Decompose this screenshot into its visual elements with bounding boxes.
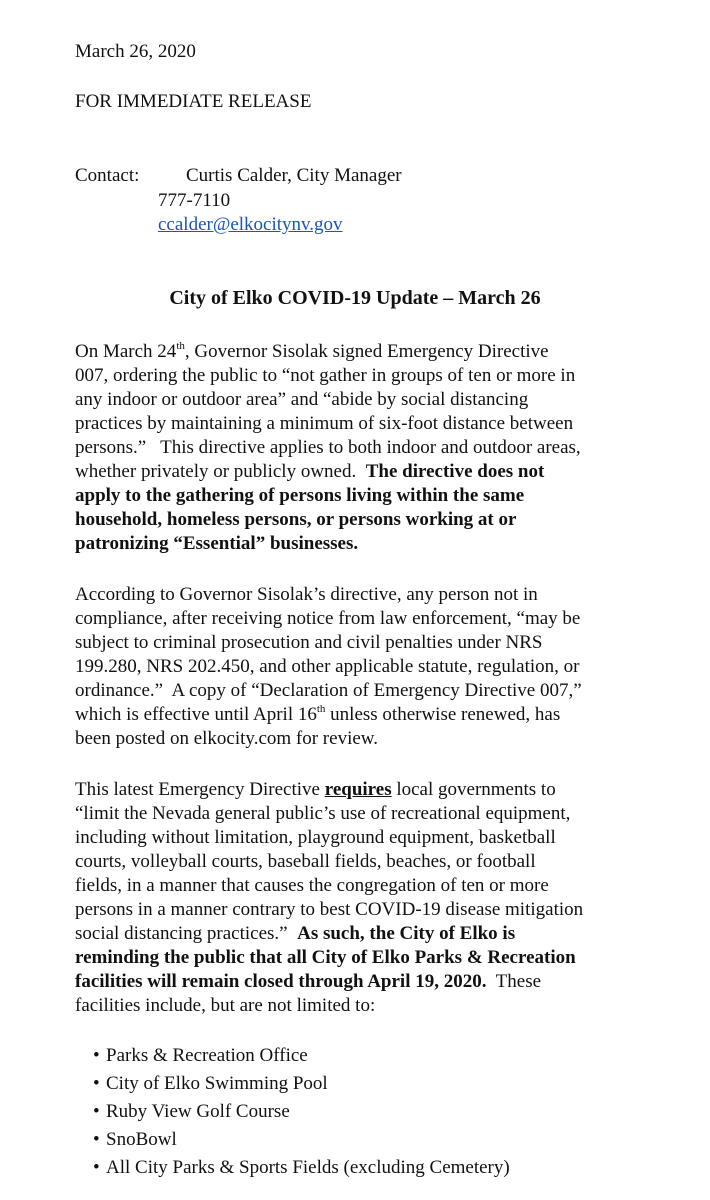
paragraph-facilities: This latest Emergency Directive requires local governments to “limit the Nevada general public’s use of recreational equipment, including without limitation, playground equipment, basketball courts, volleyball courts, baseball fields, beaches, or football fields, in a manner that causes the congregation of ten or more persons in a manner contrary to best COVID-19 disease mitigation social distancing practices.” As such, the City of Elko is reminding the public that all City of Elko Parks & Recreation facilities will remain closed through April 19, 2020. These facilities include, but are not limited to:	[75, 779, 584, 1016]
contact-email-link[interactable]: ccalder@elkocitynv.gov	[158, 214, 343, 235]
contact-label: Contact:	[75, 165, 140, 186]
bullet-icon: •	[93, 1073, 100, 1094]
paragraph-directive: On March 24th, Governor Sisolak signed Emergency Directive 007, ordering the public to “not gather in groups of ten or more in any indoor or outdoor area” and “abide by social distancing practices by maintaining a minimum of six-foot distance between persons.” This directive applies to both indoor and outdoor areas, whether privately or publicly owned. The directive does not apply to the gathering of persons living within the same household, homeless persons, or persons working at or patronizing “Essential” businesses.	[75, 339, 581, 554]
release-type: FOR IMMEDIATE RELEASE	[75, 91, 312, 112]
bullet-icon: •	[93, 1157, 100, 1178]
list-item: • SnoBowl	[93, 1126, 510, 1154]
paragraph-compliance: According to Governor Sisolak’s directive, any person not in compliance, after receiving notice from law enforcement, “may be subject to criminal prosecution and civil penalties under NRS 199.280, NRS 202.450, and other applicable statute, regulation, or ordinance.” A copy of “Declaration of Emergency Directive 007,” which is effective until April 16th unless otherwise renewed, has been posted on elkocity.com for review.	[75, 584, 582, 749]
list-item: • Parks & Recreation Office	[93, 1042, 510, 1070]
list-item: • City of Elko Swimming Pool	[93, 1070, 510, 1098]
bullet-icon: •	[93, 1129, 100, 1150]
bullet-icon: •	[93, 1101, 100, 1122]
facilities-list	[93, 1042, 510, 1182]
page-title: City of Elko COVID-19 Update – March 26	[169, 287, 541, 309]
bullet-icon: •	[93, 1045, 100, 1066]
list-item: • All City Parks & Sports Fields (excluding Cemetery)	[93, 1154, 510, 1182]
release-date: March 26, 2020	[75, 41, 196, 62]
list-item: • Ruby View Golf Course	[93, 1098, 510, 1126]
contact-name: Curtis Calder, City Manager	[186, 165, 402, 186]
contact-phone: 777-7110	[158, 190, 231, 211]
